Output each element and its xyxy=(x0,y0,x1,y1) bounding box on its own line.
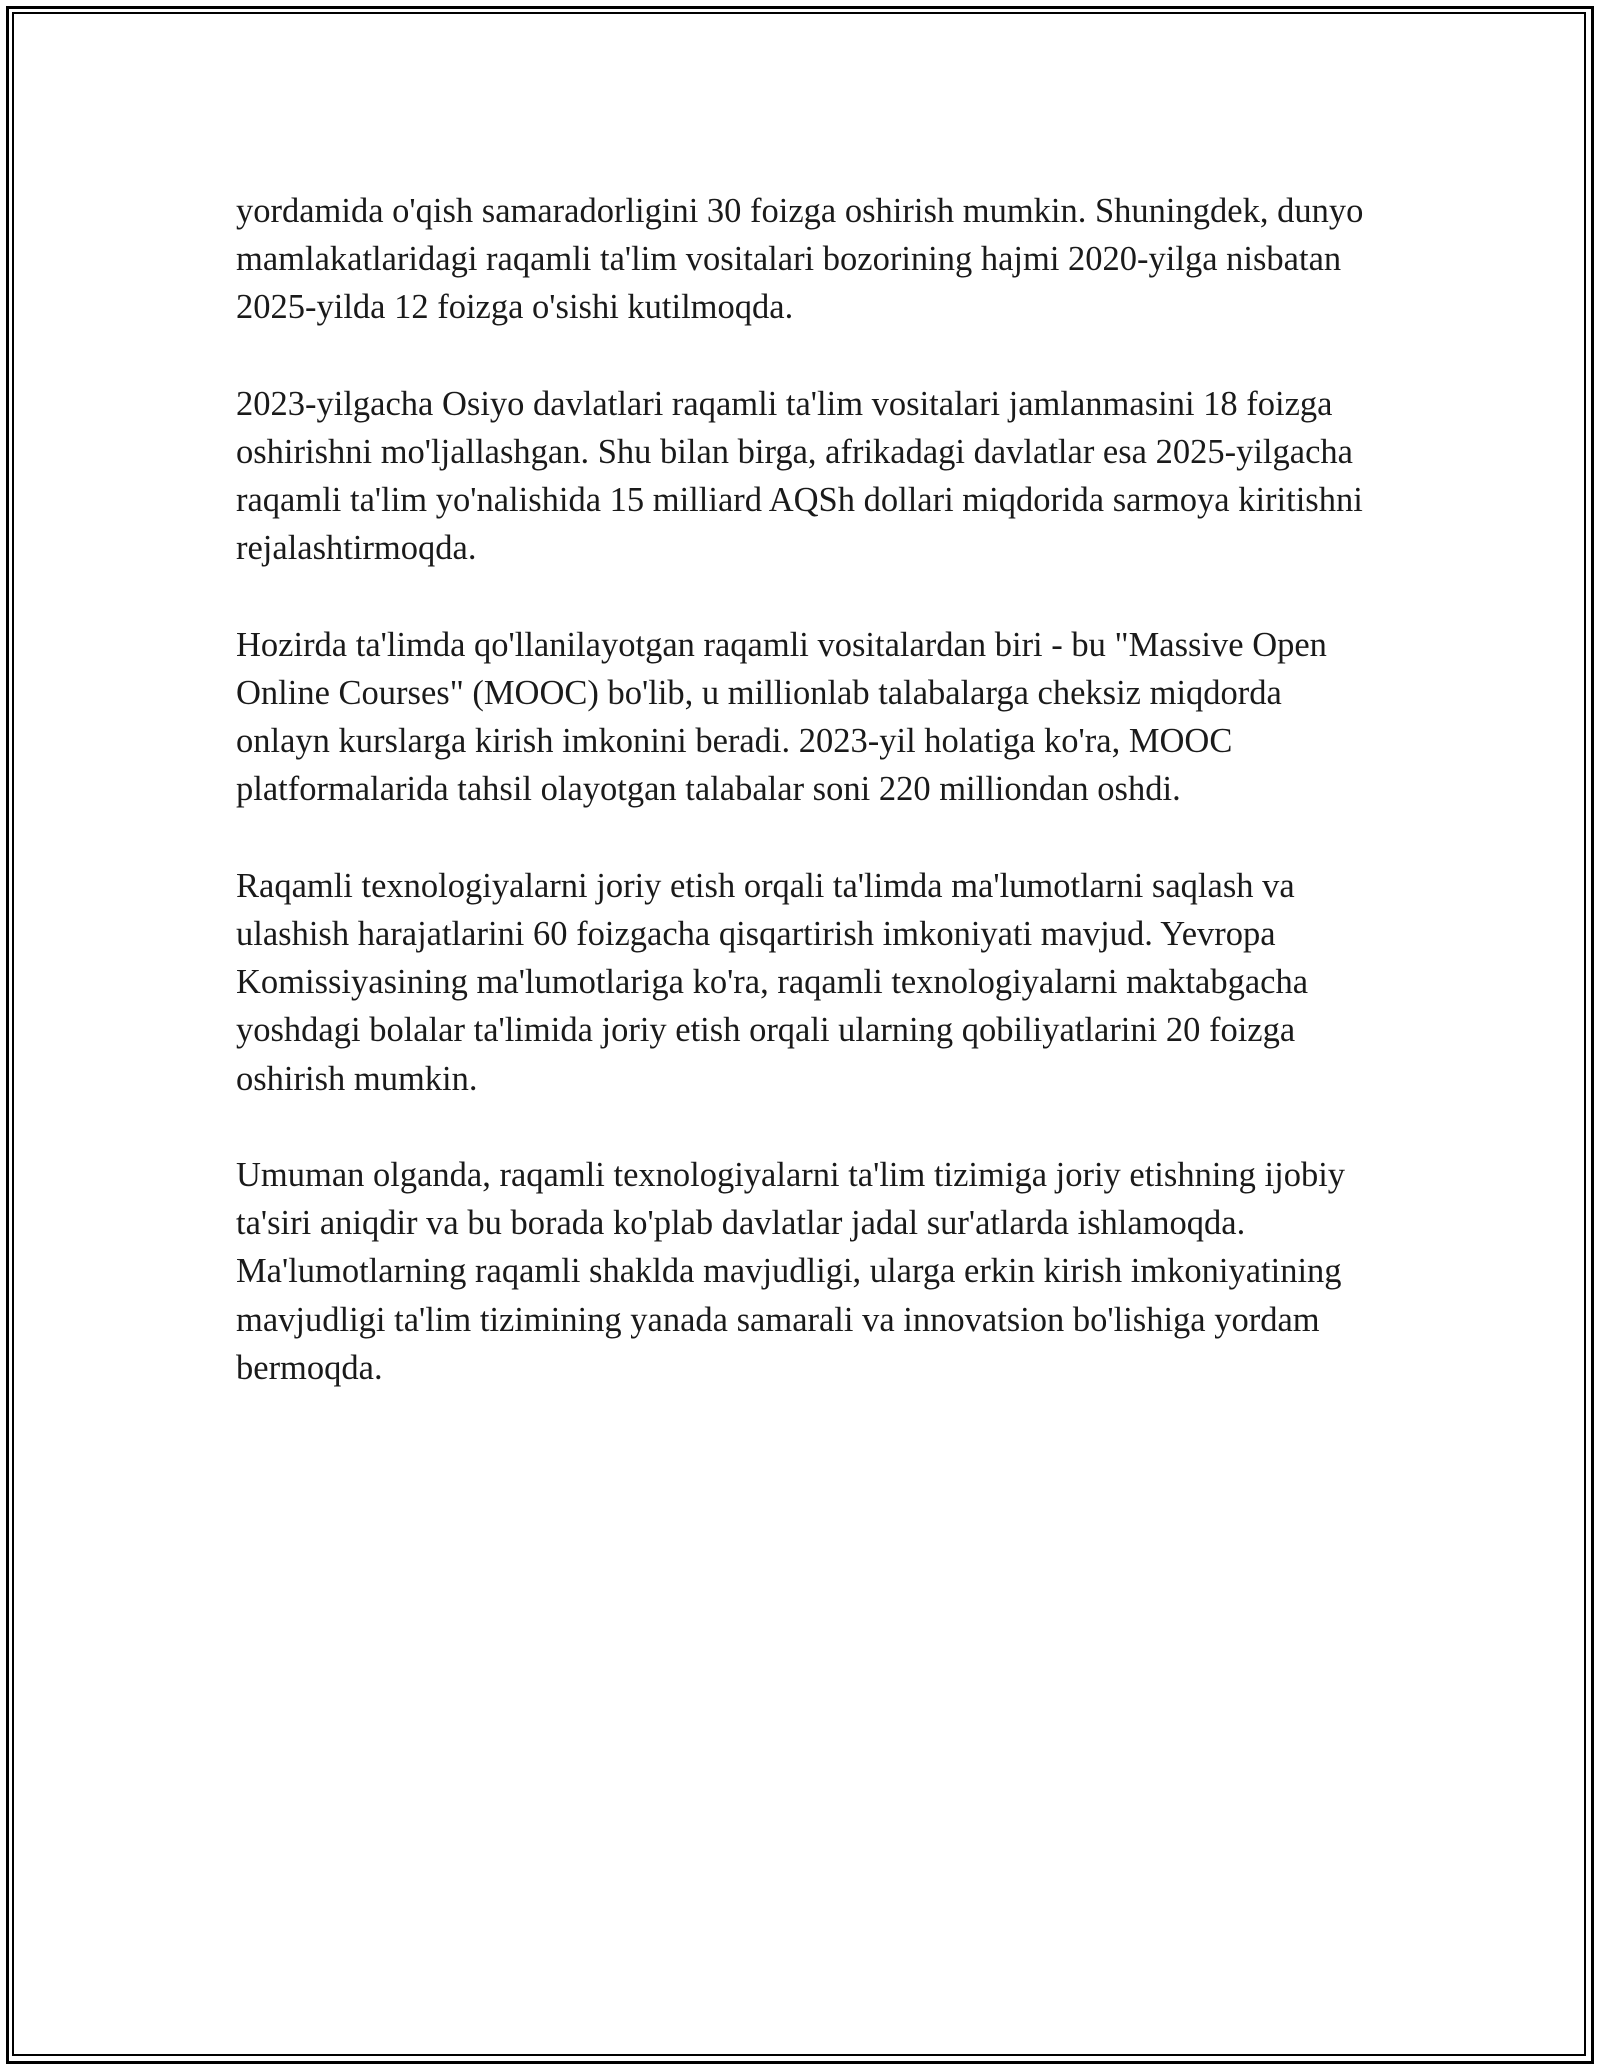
paragraph-5: Umuman olganda, raqamli texnologiyalarni ta'lim tizimiga joriy etishning ijobiy ta'siri aniqdir va bu borada ko'plab davlatlar jadal sur'atlarda ishlamoqda. Ma'lumotlarning raqamli shaklda mavjudligi, ularga erkin kirish imkoniyatining mavjudligi ta'lim tizimining yanada samarali va innovatsion bo'lishiga yordam bermoqda. xyxy=(236,1156,1346,1387)
paragraph-1: yordamida o'qish samaradorligini 30 foizga oshirish mumkin. Shuningdek, dunyo mamlakatlaridagi raqamli ta'lim vositalari bozorining hajmi 2020-yilga nisbatan 2025-yilda 12 foizga o'sishi kutilmoqda. xyxy=(236,192,1364,327)
paragraph-3: Hozirda ta'limda qo'llanilayotgan raqamli vositalardan biri - bu "Massive Open Online Courses" (MOOC) bo'lib, u millionlab talabalarga cheksiz miqdorda onlayn kurslarga kirish imkonini beradi. 2023-yil holatiga ko'ra, MOOC platformalarida tahsil olayotgan talabalar soni 220 milliondan oshdi. xyxy=(236,625,1327,809)
paragraph-4: Raqamli texnologiyalarni joriy etish orqali ta'limda ma'lumotlarni saqlash va ulashish harajatlarini 60 foizgacha qisqartirish imkoniyati mavjud. Yevropa Komissiyasining ma'lumotlariga ko'ra, raqamli texnologiyalarni maktabgacha yoshdagi bolalar ta'limida joriy etish orqali ularning qobiliyatlarini 20 foizga oshirish mumkin. xyxy=(236,866,1309,1098)
document-body xyxy=(236,187,1376,1440)
paragraph-2: 2023-yilgacha Osiyo davlatlari raqamli ta'lim vositalari jamlanmasini 18 foizga oshirishni mo'ljallashgan. Shu bilan birga, afrikadagi davlatlar esa 2025-yilgacha raqamli ta'lim yo'nalishida 15 milliard AQSh dollari miqdorida sarmoya kiritishni rejalashtirmoqda. xyxy=(236,384,1363,568)
